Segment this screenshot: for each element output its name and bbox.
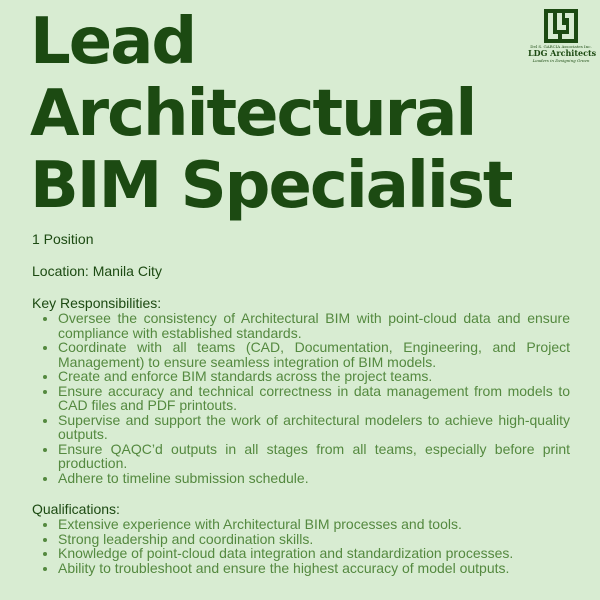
job-title [30, 6, 570, 222]
list-item: • Ability to troubleshoot and ensure the highest accuracy of model outputs. [58, 561, 570, 576]
logo-company-name: Del S. GARCIA Associates Inc. [530, 44, 592, 49]
list-item: • Adhere to timeline submission schedule. [58, 471, 570, 486]
list-item: • Coordinate with all teams (CAD, Documentation, Engineering, and Project Management) to ensure seamless integration of BIM models. [58, 340, 570, 369]
qualifications-heading: Qualifications: [32, 501, 120, 517]
location: Location: Manila City [32, 263, 162, 279]
list-item: • Extensive experience with Architectural BIM processes and tools. [58, 517, 570, 532]
company-logo [528, 8, 597, 70]
list-item: • Create and enforce BIM standards across the project teams. [58, 369, 570, 384]
job-details [32, 231, 570, 591]
qualifications-list [32, 517, 570, 575]
list-item: • Oversee the consistency of Architectural BIM with point-cloud data and ensure compliance with established standards. [58, 311, 570, 340]
responsibilities-list [32, 311, 570, 485]
list-item: • Knowledge of point-cloud data integration and standardization processes. [58, 546, 570, 561]
list-item: • Ensure QAQC’d outputs in all stages from all teams, especially before print production. [58, 442, 570, 471]
ldg-logo-icon [543, 8, 579, 44]
job-title-line: BIM Specialist [30, 149, 512, 223]
position-count: 1 Position [32, 231, 94, 247]
responsibilities-heading: Key Responsibilities: [32, 295, 162, 311]
list-item: • Supervise and support the work of architectural modelers to achieve high-quality outputs. [58, 413, 570, 442]
list-item: • Ensure accuracy and technical correctness in data management from models to CAD files and PDF printouts. [58, 384, 570, 413]
logo-tagline: Leaders in Designing Green [532, 58, 590, 63]
job-title-line: Architectural [30, 77, 476, 151]
list-item: • Strong leadership and coordination skills. [58, 532, 570, 547]
logo-brand-name: LDG Architects [528, 48, 597, 58]
job-title-line: Lead [30, 5, 196, 79]
